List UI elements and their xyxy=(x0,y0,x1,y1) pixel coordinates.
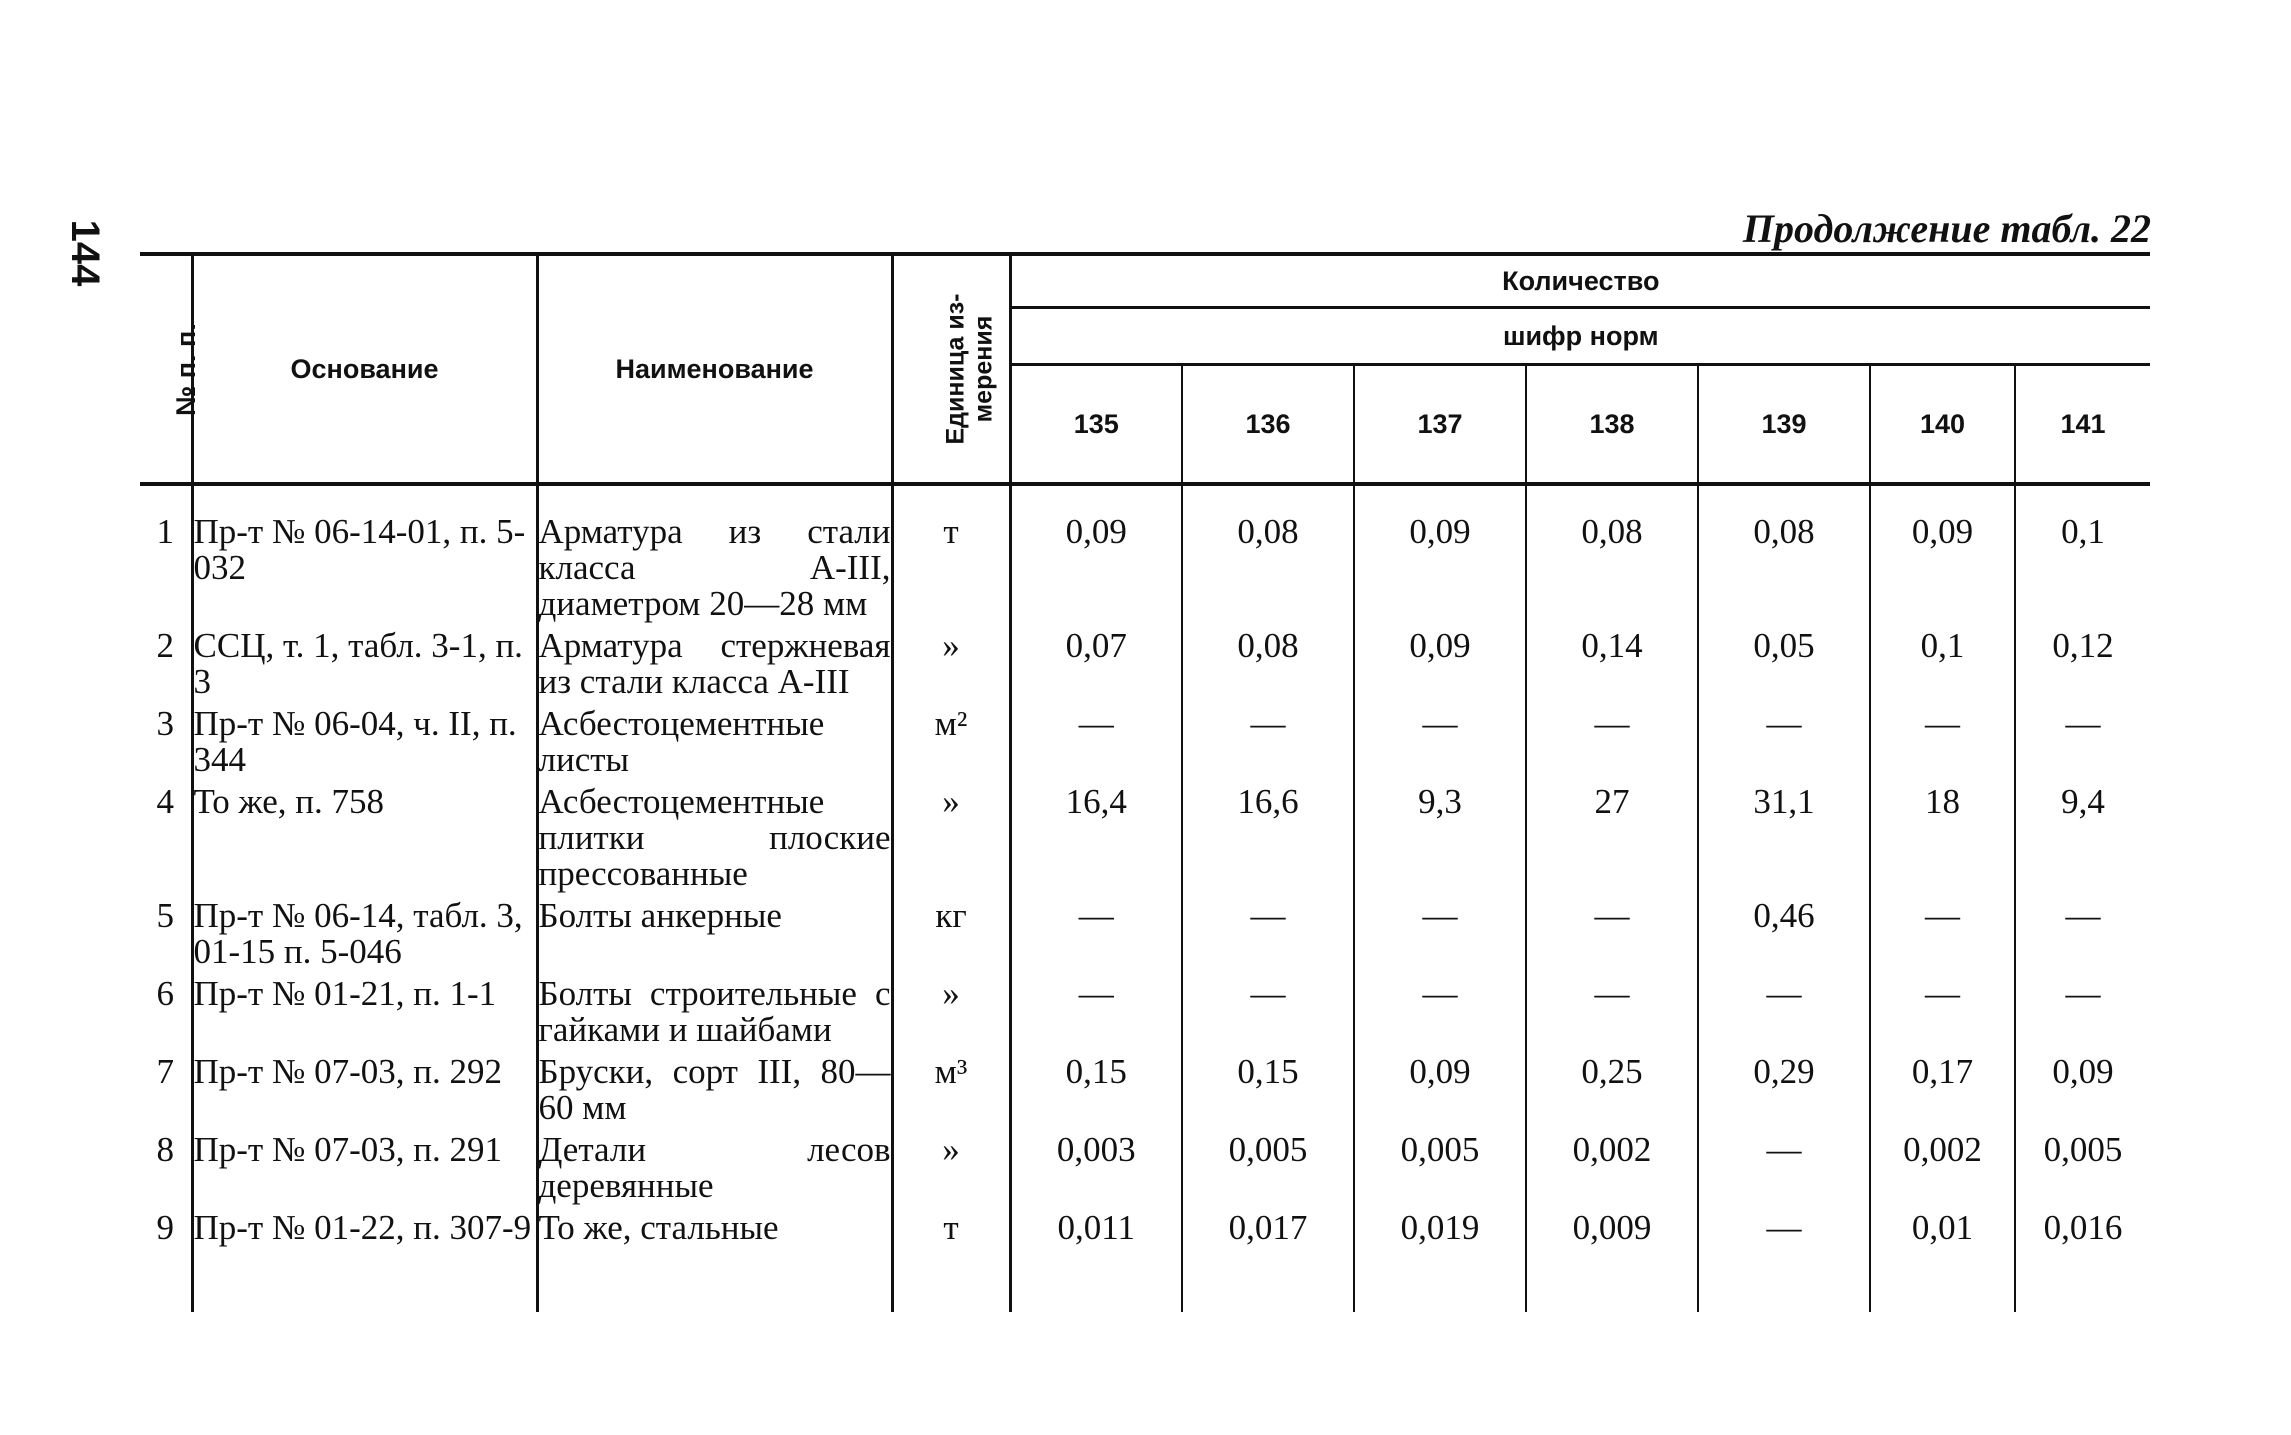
row-value-138: 0,25 xyxy=(1526,1048,1698,1126)
table-row xyxy=(140,1126,2150,1204)
row-name: Асбестоцементные плитки плоские прессованные xyxy=(537,778,892,892)
row-value-140: — xyxy=(1870,700,2015,778)
row-value-136: — xyxy=(1182,700,1354,778)
header-code-137: 137 xyxy=(1354,365,1526,485)
row-value-139: — xyxy=(1698,1204,1870,1246)
row-value-136: — xyxy=(1182,970,1354,1048)
header-code-141: 141 xyxy=(2015,365,2150,485)
row-basis: ССЦ, т. 1, табл. 3-1, п. 3 xyxy=(192,622,537,700)
row-name: Болты строительные с гайками и шайбами xyxy=(537,970,892,1048)
row-basis: Пр-т № 06-14, табл. 3, 01-15 п. 5-046 xyxy=(192,892,537,970)
header-code-136: 136 xyxy=(1182,365,1354,485)
row-number: 3 xyxy=(156,704,174,743)
row-value-135: 0,15 xyxy=(1010,1048,1182,1126)
row-value-141: 9,4 xyxy=(2015,778,2150,892)
row-value-139: 0,29 xyxy=(1698,1048,1870,1126)
header-num-label: № п. п. xyxy=(170,322,201,416)
row-value-139: 0,08 xyxy=(1698,484,1870,622)
norms-table xyxy=(140,252,2150,1312)
row-value-137: 0,09 xyxy=(1354,622,1526,700)
row-value-138: 0,002 xyxy=(1526,1126,1698,1204)
row-value-139: — xyxy=(1698,970,1870,1048)
row-value-140: 0,002 xyxy=(1870,1126,2015,1204)
row-basis: Пр-т № 06-14-01, п. 5-032 xyxy=(192,484,537,622)
row-value-141: — xyxy=(2015,970,2150,1048)
row-value-139: — xyxy=(1698,700,1870,778)
row-value-139: — xyxy=(1698,1126,1870,1204)
row-value-138: — xyxy=(1526,892,1698,970)
row-value-137: — xyxy=(1354,892,1526,970)
table-row xyxy=(140,484,2150,622)
row-value-141: 0,005 xyxy=(2015,1126,2150,1204)
row-value-138: 0,08 xyxy=(1526,484,1698,622)
row-basis: То же, п. 758 xyxy=(192,778,537,892)
table-spacer-row xyxy=(140,1246,2150,1312)
row-value-137: 0,005 xyxy=(1354,1126,1526,1204)
table-row xyxy=(140,1048,2150,1126)
row-value-141: 0,12 xyxy=(2015,622,2150,700)
row-value-137: — xyxy=(1354,700,1526,778)
table-row xyxy=(140,700,2150,778)
row-value-137: 0,09 xyxy=(1354,1048,1526,1126)
row-value-138: 0,14 xyxy=(1526,622,1698,700)
table-caption: Продолжение табл. 22 xyxy=(1742,206,2151,251)
row-value-136: 16,6 xyxy=(1182,778,1354,892)
row-value-141: 0,016 xyxy=(2015,1204,2150,1246)
row-unit: кг xyxy=(892,892,1010,970)
row-name: Бруски, сорт III, 80—60 мм xyxy=(537,1048,892,1126)
row-value-139: 0,05 xyxy=(1698,622,1870,700)
row-number: 8 xyxy=(156,1130,174,1169)
row-value-135: 0,003 xyxy=(1010,1126,1182,1204)
row-value-135: 0,011 xyxy=(1010,1204,1182,1246)
row-number: 1 xyxy=(156,512,174,551)
row-value-140: 0,01 xyxy=(1870,1204,2015,1246)
row-name: Арматура стержневая из стали класса А-III xyxy=(537,622,892,700)
row-unit: м³ xyxy=(892,1048,1010,1126)
header-unit-line2: мерения xyxy=(969,315,998,422)
table-row xyxy=(140,1204,2150,1246)
page-number: 144 xyxy=(63,219,107,287)
row-value-135: — xyxy=(1010,892,1182,970)
row-value-139: 0,46 xyxy=(1698,892,1870,970)
row-basis: Пр-т № 01-21, п. 1-1 xyxy=(192,970,537,1048)
row-value-140: 0,17 xyxy=(1870,1048,2015,1126)
row-number: 2 xyxy=(156,626,174,665)
header-code-140: 140 xyxy=(1870,365,2015,485)
row-unit: м² xyxy=(892,700,1010,778)
header-unit-line1: Единица из- xyxy=(941,292,970,445)
row-unit: » xyxy=(892,970,1010,1048)
row-name: Детали лесов деревянные xyxy=(537,1126,892,1204)
row-value-136: — xyxy=(1182,892,1354,970)
header-code-138: 138 xyxy=(1526,365,1698,485)
row-basis: Пр-т № 06-04, ч. II, п. 344 xyxy=(192,700,537,778)
header-cipher: шифр норм xyxy=(1010,308,2150,365)
row-value-140: — xyxy=(1870,892,2015,970)
row-value-140: 0,1 xyxy=(1870,622,2015,700)
row-number: 7 xyxy=(156,1052,174,1091)
row-value-135: — xyxy=(1010,970,1182,1048)
row-value-135: 0,09 xyxy=(1010,484,1182,622)
row-unit: » xyxy=(892,1126,1010,1204)
row-value-140: 0,09 xyxy=(1870,484,2015,622)
row-unit: » xyxy=(892,622,1010,700)
table-row xyxy=(140,892,2150,970)
row-value-135: 0,07 xyxy=(1010,622,1182,700)
row-number: 4 xyxy=(156,782,174,821)
row-value-136: 0,08 xyxy=(1182,484,1354,622)
row-value-136: 0,005 xyxy=(1182,1126,1354,1204)
header-num xyxy=(140,254,201,484)
row-unit: т xyxy=(892,484,1010,622)
header-code-135: 135 xyxy=(1010,365,1182,485)
row-value-138: — xyxy=(1526,700,1698,778)
row-basis: Пр-т № 07-03, п. 291 xyxy=(192,1126,537,1204)
row-number: 5 xyxy=(156,896,174,935)
row-value-140: 18 xyxy=(1870,778,2015,892)
header-unit-label xyxy=(941,293,997,444)
row-value-137: 0,019 xyxy=(1354,1204,1526,1246)
row-unit: т xyxy=(892,1204,1010,1246)
table-row xyxy=(140,622,2150,700)
row-value-137: — xyxy=(1354,970,1526,1048)
table-row xyxy=(140,778,2150,892)
header-quantity: Количество xyxy=(1010,254,2150,308)
row-value-141: 0,1 xyxy=(2015,484,2150,622)
row-name: Болты анкерные xyxy=(537,892,892,970)
row-value-138: 0,009 xyxy=(1526,1204,1698,1246)
row-value-141: — xyxy=(2015,892,2150,970)
row-value-135: — xyxy=(1010,700,1182,778)
row-name: Асбестоцементные листы xyxy=(537,700,892,778)
row-value-140: — xyxy=(1870,970,2015,1048)
row-value-138: 27 xyxy=(1526,778,1698,892)
row-value-136: 0,017 xyxy=(1182,1204,1354,1246)
table-body xyxy=(140,484,2150,1312)
header-name: Наименование xyxy=(537,254,892,484)
table-row xyxy=(140,970,2150,1048)
row-value-135: 16,4 xyxy=(1010,778,1182,892)
header-basis: Основание xyxy=(192,254,537,484)
row-value-136: 0,15 xyxy=(1182,1048,1354,1126)
row-basis: Пр-т № 01-22, п. 307-9 xyxy=(192,1204,537,1246)
row-value-138: — xyxy=(1526,970,1698,1048)
row-basis: Пр-т № 07-03, п. 292 xyxy=(192,1048,537,1126)
row-value-137: 9,3 xyxy=(1354,778,1526,892)
header-code-139: 139 xyxy=(1698,365,1870,485)
row-value-141: — xyxy=(2015,700,2150,778)
header-unit xyxy=(892,254,1010,484)
row-number: 9 xyxy=(156,1208,174,1247)
row-value-141: 0,09 xyxy=(2015,1048,2150,1126)
row-value-137: 0,09 xyxy=(1354,484,1526,622)
row-name: Арматура из стали класса А-III, диаметром 20—28 мм xyxy=(537,484,892,622)
row-unit: » xyxy=(892,778,1010,892)
row-value-139: 31,1 xyxy=(1698,778,1870,892)
row-number: 6 xyxy=(156,974,174,1013)
row-name: То же, стальные xyxy=(537,1204,892,1246)
row-value-136: 0,08 xyxy=(1182,622,1354,700)
